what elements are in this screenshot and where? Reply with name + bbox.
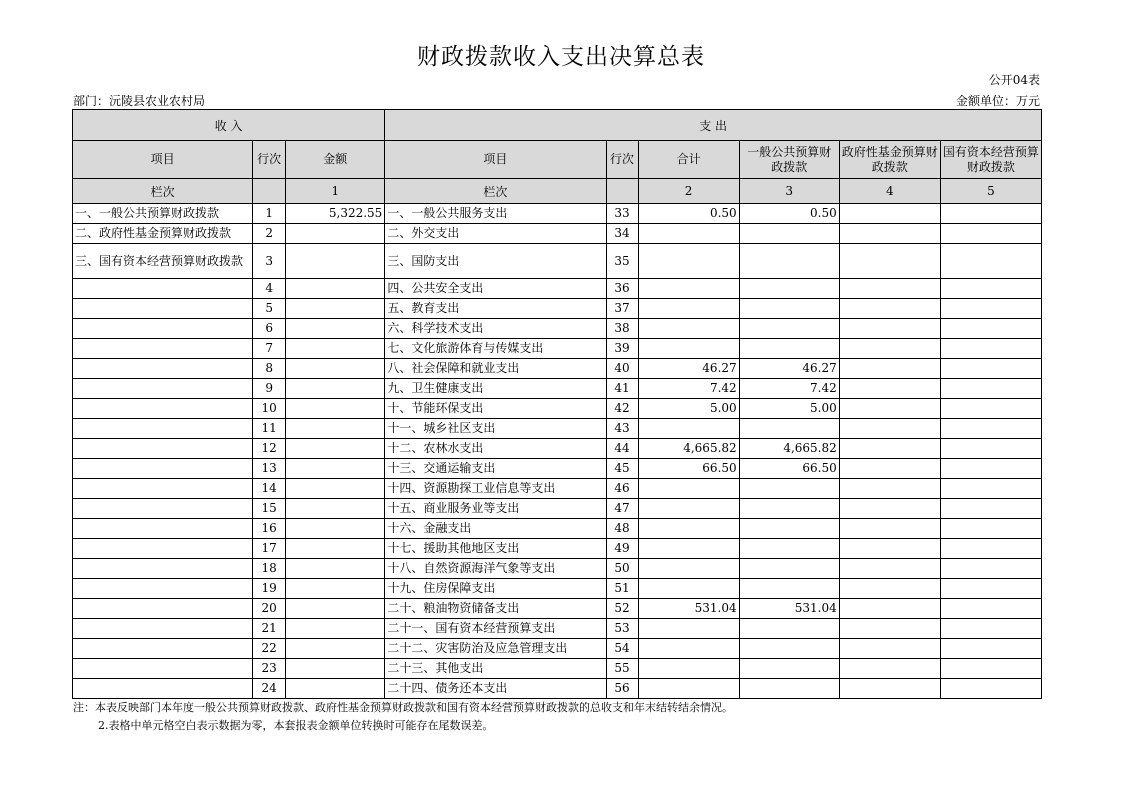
general-budget-amount-cell [739, 559, 839, 579]
income-amount-cell [286, 379, 385, 399]
income-line-no-cell: 16 [253, 519, 286, 539]
expense-section-header: 支 出 [385, 110, 1042, 141]
income-item-cell [73, 359, 253, 379]
general-budget-amount-cell: 531.04 [739, 599, 839, 619]
expense-line-no-cell: 41 [606, 379, 638, 399]
expense-line-no-cell: 38 [606, 319, 638, 339]
income-line-no-cell: 15 [253, 499, 286, 519]
income-item-cell: 一、一般公共预算财政拨款 [73, 204, 253, 224]
general-budget-amount-cell: 0.50 [739, 204, 839, 224]
general-budget-amount-cell: 46.27 [739, 359, 839, 379]
general-budget-amount-cell [739, 339, 839, 359]
total-amount-cell [638, 244, 739, 279]
total-amount-cell [638, 519, 739, 539]
total-amount-cell [638, 539, 739, 559]
income-item-cell [73, 399, 253, 419]
general-budget-amount-cell [739, 659, 839, 679]
expense-item-cell: 八、社会保障和就业支出 [385, 359, 606, 379]
state-capital-amount-cell [940, 659, 1041, 679]
table-row [73, 619, 1042, 639]
fund-budget-amount-cell [839, 679, 940, 699]
form-code: 公开04表 [988, 73, 1040, 87]
income-amount-cell [286, 479, 385, 499]
state-capital-amount-cell [940, 479, 1041, 499]
table-row [73, 679, 1042, 699]
income-item-cell [73, 579, 253, 599]
general-budget-amount-cell [739, 224, 839, 244]
income-line-no-cell: 8 [253, 359, 286, 379]
note-1: 注：本表反映部门本年度一般公共预算财政拨款、政府性基金预算财政拨款和国有资本经营预算财政拨款的总收支和年末结转结余情况。 [73, 701, 733, 714]
income-item-cell [73, 299, 253, 319]
income-line-no-cell: 6 [253, 319, 286, 339]
expense-item-cell: 十二、农林水支出 [385, 439, 606, 459]
expense-item-cell: 三、国防支出 [385, 244, 606, 279]
table-row [73, 359, 1042, 379]
expense-item-cell: 一、一般公共服务支出 [385, 204, 606, 224]
expense-item-cell: 二十三、其他支出 [385, 659, 606, 679]
col-5: 5 [940, 179, 1041, 204]
expense-item-cell: 十五、商业服务业等支出 [385, 499, 606, 519]
table-row [73, 479, 1042, 499]
income-item-cell [73, 679, 253, 699]
income-item-header: 项目 [73, 141, 253, 179]
fund-budget-amount-cell [839, 279, 940, 299]
income-amount-cell [286, 619, 385, 639]
expense-item-cell: 十、节能环保支出 [385, 399, 606, 419]
income-line-no-cell: 24 [253, 679, 286, 699]
income-amount-cell [286, 659, 385, 679]
income-item-cell [73, 619, 253, 639]
note-2: 2.表格中单元格空白表示数据为零，本套报表金额单位转换时可能存在尾数误差。 [98, 719, 494, 732]
total-amount-cell: 531.04 [638, 599, 739, 619]
income-item-cell [73, 379, 253, 399]
income-item-cell [73, 479, 253, 499]
state-capital-amount-cell [940, 419, 1041, 439]
income-item-cell [73, 519, 253, 539]
expense-item-cell: 十六、金融支出 [385, 519, 606, 539]
income-line-no-cell: 3 [253, 244, 286, 279]
expense-line-no-cell: 40 [606, 359, 638, 379]
department-label: 部门：沅陵县农业农村局 [73, 94, 206, 108]
fund-budget-amount-cell [839, 439, 940, 459]
total-amount-cell: 5.00 [638, 399, 739, 419]
income-amount-cell [286, 639, 385, 659]
general-budget-amount-cell [739, 279, 839, 299]
total-amount-cell [638, 639, 739, 659]
expense-col-label: 栏次 [385, 179, 606, 204]
expense-line-no-cell: 42 [606, 399, 638, 419]
income-col-label: 栏次 [73, 179, 253, 204]
income-line-no-cell: 21 [253, 619, 286, 639]
expense-line-no-blank [606, 179, 638, 204]
budget-summary-table [72, 109, 1042, 699]
table-row [73, 319, 1042, 339]
total-amount-cell: 0.50 [638, 204, 739, 224]
total-amount-cell [638, 339, 739, 359]
income-amount-cell [286, 339, 385, 359]
expense-line-no-cell: 35 [606, 244, 638, 279]
income-amount-cell [286, 579, 385, 599]
table-row [73, 244, 1042, 279]
table-row [73, 459, 1042, 479]
table-row [73, 499, 1042, 519]
col-4: 4 [839, 179, 940, 204]
state-capital-amount-cell [940, 339, 1041, 359]
table-row [73, 399, 1042, 419]
income-line-no-cell: 7 [253, 339, 286, 359]
expense-item-cell: 二十四、债务还本支出 [385, 679, 606, 699]
fund-budget-amount-cell [839, 539, 940, 559]
table-row [73, 379, 1042, 399]
general-budget-amount-cell [739, 519, 839, 539]
income-amount-cell [286, 559, 385, 579]
income-amount-cell [286, 599, 385, 619]
total-amount-cell: 7.42 [638, 379, 739, 399]
total-amount-cell: 66.50 [638, 459, 739, 479]
expense-item-cell: 十三、交通运输支出 [385, 459, 606, 479]
total-amount-cell [638, 479, 739, 499]
total-amount-cell [638, 679, 739, 699]
state-capital-amount-cell [940, 399, 1041, 419]
income-item-cell [73, 599, 253, 619]
income-amount-cell [286, 319, 385, 339]
fund-budget-amount-cell [839, 399, 940, 419]
table-row [73, 299, 1042, 319]
expense-line-no-cell: 43 [606, 419, 638, 439]
income-amount-cell [286, 399, 385, 419]
income-amount-cell [286, 519, 385, 539]
income-line-no-cell: 10 [253, 399, 286, 419]
fund-budget-amount-cell [839, 619, 940, 639]
income-item-cell: 三、国有资本经营预算财政拨款 [73, 244, 253, 279]
general-budget-amount-cell: 5.00 [739, 399, 839, 419]
col-2: 2 [638, 179, 739, 204]
state-capital-amount-cell [940, 379, 1041, 399]
fund-budget-amount-cell [839, 519, 940, 539]
general-budget-amount-cell: 7.42 [739, 379, 839, 399]
state-capital-amount-cell [940, 224, 1041, 244]
income-item-cell [73, 559, 253, 579]
expense-line-no-cell: 33 [606, 204, 638, 224]
general-budget-amount-cell [739, 619, 839, 639]
col-3: 3 [739, 179, 839, 204]
income-amount-cell [286, 279, 385, 299]
income-line-no-cell: 22 [253, 639, 286, 659]
general-budget-amount-cell [739, 679, 839, 699]
fund-budget-amount-cell [839, 659, 940, 679]
general-budget-amount-cell: 4,665.82 [739, 439, 839, 459]
income-item-cell [73, 339, 253, 359]
general-budget-amount-cell [739, 479, 839, 499]
fund-budget-amount-cell [839, 459, 940, 479]
table-row [73, 659, 1042, 679]
general-budget-amount-cell [739, 319, 839, 339]
expense-item-cell: 二十、粮油物资储备支出 [385, 599, 606, 619]
fund-budget-amount-cell [839, 559, 940, 579]
total-header: 合计 [638, 141, 739, 179]
income-item-cell [73, 439, 253, 459]
total-amount-cell: 46.27 [638, 359, 739, 379]
state-capital-header: 国有资本经营预算财政拨款 [940, 141, 1041, 179]
fund-budget-amount-cell [839, 204, 940, 224]
expense-item-header: 项目 [385, 141, 606, 179]
general-budget-amount-cell [739, 639, 839, 659]
fund-budget-amount-cell [839, 579, 940, 599]
expense-item-cell: 五、教育支出 [385, 299, 606, 319]
income-amount-header: 金额 [286, 141, 385, 179]
table-row [73, 539, 1042, 559]
income-item-cell: 二、政府性基金预算财政拨款 [73, 224, 253, 244]
expense-line-no-cell: 49 [606, 539, 638, 559]
table-row [73, 419, 1042, 439]
general-budget-amount-cell [739, 299, 839, 319]
state-capital-amount-cell [940, 299, 1041, 319]
income-item-cell [73, 279, 253, 299]
income-item-cell [73, 459, 253, 479]
fund-budget-amount-cell [839, 359, 940, 379]
table-row [73, 439, 1042, 459]
fund-budget-amount-cell [839, 339, 940, 359]
total-amount-cell [638, 319, 739, 339]
income-line-no-cell: 18 [253, 559, 286, 579]
expense-line-no-cell: 55 [606, 659, 638, 679]
income-amount-cell [286, 244, 385, 279]
footnotes [73, 699, 733, 735]
income-item-cell [73, 499, 253, 519]
income-line-no-cell: 13 [253, 459, 286, 479]
expense-item-cell: 十八、自然资源海洋气象等支出 [385, 559, 606, 579]
expense-line-no-cell: 52 [606, 599, 638, 619]
expense-line-no-cell: 45 [606, 459, 638, 479]
expense-item-cell: 四、公共安全支出 [385, 279, 606, 299]
expense-item-cell: 十九、住房保障支出 [385, 579, 606, 599]
table-row [73, 639, 1042, 659]
expense-line-no-cell: 46 [606, 479, 638, 499]
general-budget-header: 一般公共预算财政拨款 [739, 141, 839, 179]
total-amount-cell [638, 419, 739, 439]
expense-item-cell: 六、科学技术支出 [385, 319, 606, 339]
state-capital-amount-cell [940, 459, 1041, 479]
income-item-cell [73, 419, 253, 439]
state-capital-amount-cell [940, 439, 1041, 459]
table-row [73, 519, 1042, 539]
state-capital-amount-cell [940, 499, 1041, 519]
report-title: 财政拨款收入支出决算总表 [417, 44, 705, 70]
income-amount-cell [286, 439, 385, 459]
income-amount-cell [286, 359, 385, 379]
total-amount-cell [638, 499, 739, 519]
income-line-no-blank [253, 179, 286, 204]
state-capital-amount-cell [940, 519, 1041, 539]
state-capital-amount-cell [940, 679, 1041, 699]
expense-line-no-cell: 50 [606, 559, 638, 579]
state-capital-amount-cell [940, 279, 1041, 299]
income-line-no-cell: 1 [253, 204, 286, 224]
fund-budget-amount-cell [839, 599, 940, 619]
income-line-no-cell: 11 [253, 419, 286, 439]
fund-budget-amount-cell [839, 639, 940, 659]
fund-budget-amount-cell [839, 419, 940, 439]
total-amount-cell [638, 619, 739, 639]
total-amount-cell [638, 279, 739, 299]
fund-budget-amount-cell [839, 379, 940, 399]
expense-line-no-cell: 37 [606, 299, 638, 319]
fund-budget-amount-cell [839, 499, 940, 519]
table-row [73, 339, 1042, 359]
general-budget-amount-cell [739, 244, 839, 279]
total-amount-cell: 4,665.82 [638, 439, 739, 459]
general-budget-amount-cell [739, 499, 839, 519]
expense-line-no-cell: 51 [606, 579, 638, 599]
income-amount-cell: 5,322.55 [286, 204, 385, 224]
amount-unit-label: 金额单位：万元 [955, 94, 1040, 108]
income-line-no-cell: 14 [253, 479, 286, 499]
general-budget-amount-cell [739, 579, 839, 599]
expense-item-cell: 二、外交支出 [385, 224, 606, 244]
fund-budget-amount-cell [839, 319, 940, 339]
state-capital-amount-cell [940, 599, 1041, 619]
income-line-no-cell: 9 [253, 379, 286, 399]
fund-budget-amount-cell [839, 224, 940, 244]
income-item-cell [73, 539, 253, 559]
income-amount-cell [286, 299, 385, 319]
income-amount-cell [286, 539, 385, 559]
income-amount-cell [286, 224, 385, 244]
expense-line-no-cell: 34 [606, 224, 638, 244]
table-row [73, 204, 1042, 224]
income-line-no-cell: 4 [253, 279, 286, 299]
total-amount-cell [638, 559, 739, 579]
expense-item-cell: 十一、城乡社区支出 [385, 419, 606, 439]
income-item-cell [73, 659, 253, 679]
fund-budget-header: 政府性基金预算财政拨款 [839, 141, 940, 179]
fund-budget-amount-cell [839, 479, 940, 499]
expense-item-cell: 二十二、灾害防治及应急管理支出 [385, 639, 606, 659]
income-line-no-header: 行次 [253, 141, 286, 179]
table-row [73, 224, 1042, 244]
income-line-no-cell: 2 [253, 224, 286, 244]
income-amount-cell [286, 679, 385, 699]
state-capital-amount-cell [940, 244, 1041, 279]
state-capital-amount-cell [940, 619, 1041, 639]
income-item-cell [73, 639, 253, 659]
state-capital-amount-cell [940, 204, 1041, 224]
expense-line-no-cell: 54 [606, 639, 638, 659]
expense-item-cell: 七、文化旅游体育与传媒支出 [385, 339, 606, 359]
state-capital-amount-cell [940, 559, 1041, 579]
expense-line-no-cell: 44 [606, 439, 638, 459]
income-amount-cell [286, 419, 385, 439]
income-amount-cell [286, 499, 385, 519]
table-row [73, 599, 1042, 619]
income-line-no-cell: 12 [253, 439, 286, 459]
total-amount-cell [638, 299, 739, 319]
expense-item-cell: 九、卫生健康支出 [385, 379, 606, 399]
general-budget-amount-cell [739, 419, 839, 439]
table-row [73, 579, 1042, 599]
table-row [73, 279, 1042, 299]
state-capital-amount-cell [940, 539, 1041, 559]
general-budget-amount-cell: 66.50 [739, 459, 839, 479]
total-amount-cell [638, 659, 739, 679]
income-amount-cell [286, 459, 385, 479]
state-capital-amount-cell [940, 319, 1041, 339]
state-capital-amount-cell [940, 579, 1041, 599]
income-line-no-cell: 17 [253, 539, 286, 559]
expense-item-cell: 二十一、国有资本经营预算支出 [385, 619, 606, 639]
expense-line-no-cell: 53 [606, 619, 638, 639]
income-line-no-cell: 20 [253, 599, 286, 619]
general-budget-amount-cell [739, 539, 839, 559]
table-row [73, 559, 1042, 579]
state-capital-amount-cell [940, 639, 1041, 659]
income-section-header: 收 入 [73, 110, 385, 141]
expense-line-no-cell: 36 [606, 279, 638, 299]
fund-budget-amount-cell [839, 299, 940, 319]
total-amount-cell [638, 224, 739, 244]
income-col-1: 1 [286, 179, 385, 204]
expense-line-no-header: 行次 [606, 141, 638, 179]
state-capital-amount-cell [940, 359, 1041, 379]
income-line-no-cell: 19 [253, 579, 286, 599]
expense-line-no-cell: 48 [606, 519, 638, 539]
expense-line-no-cell: 56 [606, 679, 638, 699]
expense-item-cell: 十四、资源勘探工业信息等支出 [385, 479, 606, 499]
expense-line-no-cell: 47 [606, 499, 638, 519]
expense-item-cell: 十七、援助其他地区支出 [385, 539, 606, 559]
fund-budget-amount-cell [839, 244, 940, 279]
income-line-no-cell: 23 [253, 659, 286, 679]
income-line-no-cell: 5 [253, 299, 286, 319]
total-amount-cell [638, 579, 739, 599]
income-item-cell [73, 319, 253, 339]
expense-line-no-cell: 39 [606, 339, 638, 359]
